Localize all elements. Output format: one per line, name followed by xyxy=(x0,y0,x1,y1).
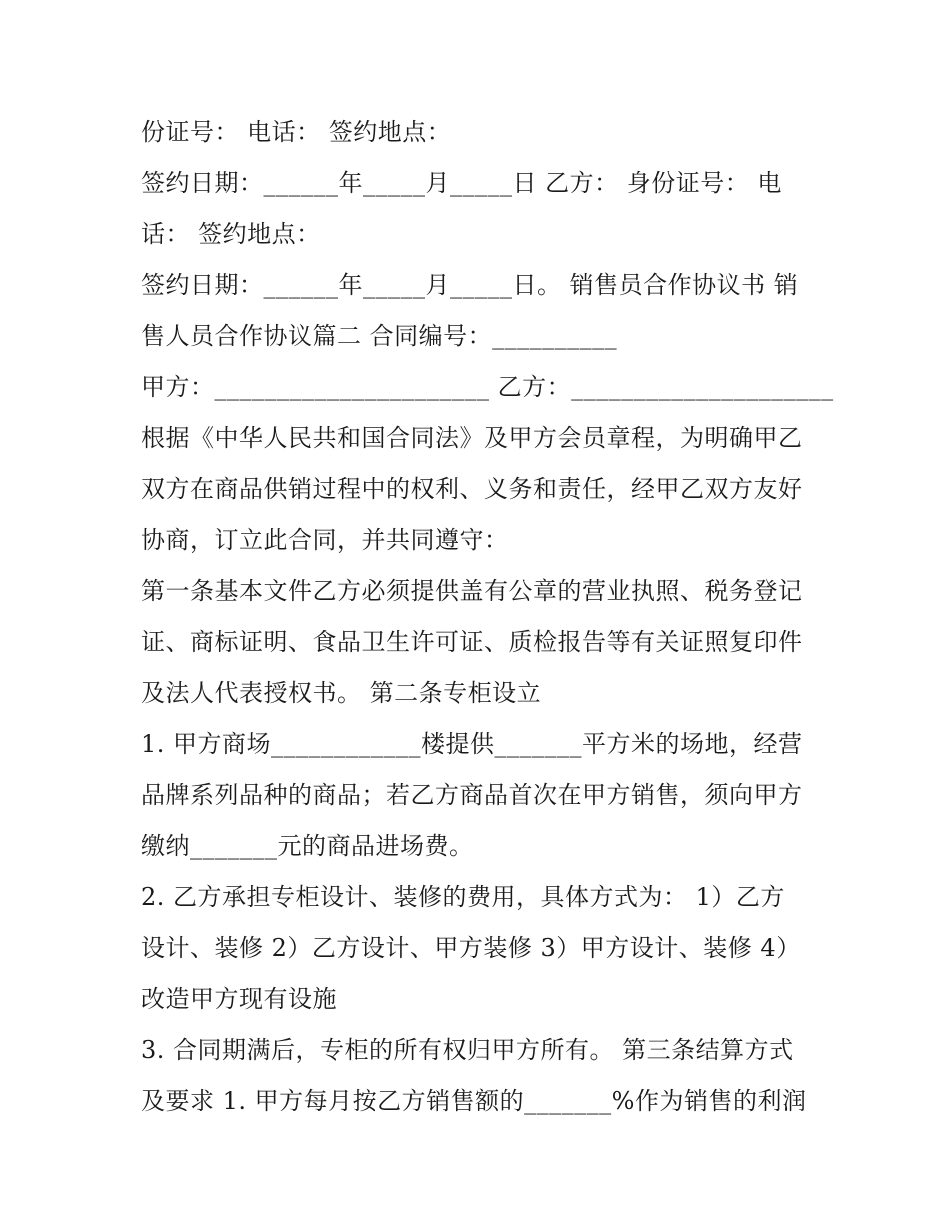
text-line: 话： 签约地点： xyxy=(141,220,321,248)
text-line: 双方在商品供销过程中的权利、义务和责任，经甲乙双方友好 xyxy=(141,475,803,503)
text-line: 售人员合作协议篇二 合同编号：__________ xyxy=(141,322,618,350)
contract-text xyxy=(141,107,834,1127)
text-line: 缴纳_______元的商品进场费。 xyxy=(141,832,474,860)
text-line: 份证号： 电话： 签约地点： xyxy=(141,118,452,146)
text-line: 1. 甲方商场____________楼提供_______平方米的场地，经营 xyxy=(141,730,803,758)
text-line: 2. 乙方承担专柜设计、装修的费用，具体方式为： 1）乙方 xyxy=(141,883,785,911)
text-line: 根据《中华人民共和国合同法》及甲方会员章程，为明确甲乙 xyxy=(141,424,803,452)
text-line: 3. 合同期满后，专柜的所有权归甲方所有。 第三条结算方式 xyxy=(141,1036,794,1064)
text-line: 及要求 1. 甲方每月按乙方销售额的_______%作为销售的利润 xyxy=(141,1087,807,1115)
text-line: 及法人代表授权书。 第二条专柜设立 xyxy=(141,679,542,707)
text-line: 改造甲方现有设施 xyxy=(141,985,337,1013)
text-line: 协商，订立此合同，并共同遵守： xyxy=(141,526,509,554)
text-line: 第一条基本文件乙方必须提供盖有公章的营业执照、税务登记 xyxy=(141,577,803,605)
text-line: 签约日期：______年_____月_____日。 销售员合作协议书 销 xyxy=(141,271,799,299)
text-line: 品牌系列品种的商品；若乙方商品首次在甲方销售，须向甲方 xyxy=(141,781,803,809)
text-line: 证、商标证明、食品卫生许可证、质检报告等有关证照复印件 xyxy=(141,628,803,656)
text-line: 设计、装修 2）乙方设计、甲方装修 3）甲方设计、装修 4） xyxy=(141,934,801,962)
text-line: 签约日期：______年_____月_____日 乙方： 身份证号： 电 xyxy=(141,169,782,197)
text-line: 甲方：______________________ 乙方：_____________________ xyxy=(141,373,834,401)
